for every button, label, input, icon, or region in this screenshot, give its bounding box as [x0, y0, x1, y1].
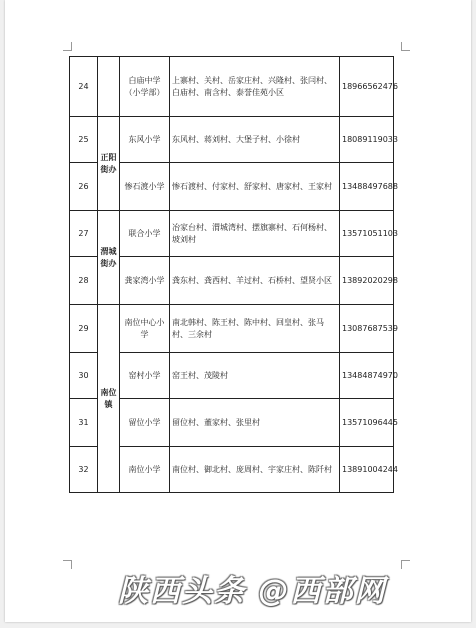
row-number: 24 — [70, 57, 98, 117]
school-name: 龚家湾小学 — [120, 257, 170, 305]
village-list: 惨石渡村、付家村、舒家村、唐家村、王家村 — [170, 163, 340, 211]
office-name: 渭城街办 — [98, 211, 120, 305]
village-list: 南北韩村、陈王村、陈中村、回皇村、张马村、三余村 — [170, 305, 340, 353]
document-page — [5, 0, 471, 622]
phone-number: 13571096445 — [340, 399, 394, 447]
table-row — [70, 117, 394, 163]
row-number: 31 — [70, 399, 98, 447]
phone-number: 13488497688 — [340, 163, 394, 211]
row-number: 32 — [70, 447, 98, 493]
village-list: 留位村、董家村、张里村 — [170, 399, 340, 447]
school-name: 联合小学 — [120, 211, 170, 257]
table-row — [70, 57, 394, 117]
row-number: 28 — [70, 257, 98, 305]
phone-number: 13087687539 — [340, 305, 394, 353]
row-number: 26 — [70, 163, 98, 211]
phone-number: 18089119033 — [340, 117, 394, 163]
school-name: 惨石渡小学 — [120, 163, 170, 211]
margin-mark-bottom-left — [63, 560, 72, 569]
row-number: 29 — [70, 305, 98, 353]
school-district-table — [69, 56, 398, 493]
village-list: 上寨村、关村、岳家庄村、兴隆村、张闫村、白庙村、南含村、泰誉佳苑小区 — [170, 57, 340, 117]
margin-mark-top-right — [401, 42, 410, 51]
table-row — [70, 305, 394, 353]
margin-mark-top-left — [63, 42, 72, 51]
school-name: 东风小学 — [120, 117, 170, 163]
village-list: 东风村、蒋刘村、大堡子村、小徐村 — [170, 117, 340, 163]
phone-number: 13571051103 — [340, 211, 394, 257]
school-name: 窑村小学 — [120, 353, 170, 399]
phone-number: 13484874970 — [340, 353, 394, 399]
school-name: 留位小学 — [120, 399, 170, 447]
row-number: 30 — [70, 353, 98, 399]
office-name: 正阳街办 — [98, 117, 120, 211]
phone-number: 13891004244 — [340, 447, 394, 493]
school-name: 白庙中学（小学部） — [120, 57, 170, 117]
office-name: 南位镇 — [98, 305, 120, 493]
row-number: 27 — [70, 211, 98, 257]
row-number: 25 — [70, 117, 98, 163]
table-row — [70, 211, 394, 257]
village-list: 冶家台村、渭城湾村、摆旗寨村、石何杨村、坡刘村 — [170, 211, 340, 257]
village-list: 龚东村、龚西村、羊过村、石桥村、望贤小区 — [170, 257, 340, 305]
office-cell-blank — [98, 57, 120, 117]
village-list: 窑王村、茂陵村 — [170, 353, 340, 399]
school-name: 南位小学 — [120, 447, 170, 493]
village-list: 南位村、御北村、庞周村、宇家庄村、陈阡村 — [170, 447, 340, 493]
school-name: 南位中心小学 — [120, 305, 170, 353]
phone-number: 18966562476 — [340, 57, 394, 117]
phone-number: 13892020298 — [340, 257, 394, 305]
watermark-logo: 陕西头条 @西部网 — [118, 574, 387, 609]
